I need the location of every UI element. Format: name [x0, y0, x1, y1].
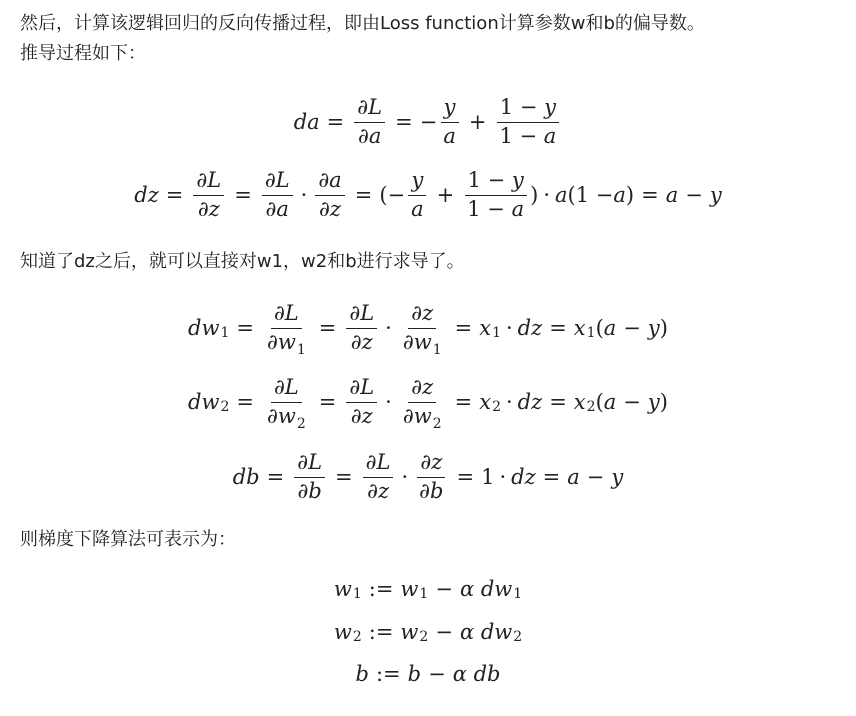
equation-da: da = $\frac{\partial L}{\partial a}$ = − $\frac{y}{a}$ + $\frac{1 - y}{1 - a}$ — [0, 92, 856, 152]
equation-db: db = $\frac{\partial L}{\partial b}$ = $\frac{\partial L}{\partial z}$ · $\frac{\partial z}{\partial b}$ = 1 · dz = a − y — [232, 450, 624, 503]
equation-update-b: b := b − α db — [355, 662, 501, 686]
paragraph-gradient-descent: 则梯度下降算法可表示为： — [20, 529, 236, 550]
equation-dw1: dw 1 = $\frac{\partial L}{\partial w_1}$ = $\frac{\partial L}{\partial z}$ · $\frac{\partial z}{\partial w_1}$ = x 1 · dz = x 1 ( a − y ) — [188, 301, 668, 358]
equation-update-w2: w 2 := w 2 − α dw 2 — [333, 620, 523, 645]
paragraph-intro-line1: 然后，计算该逻辑回归的反向传播过程，即由Loss function计算参数w和b的偏导数。 — [20, 13, 705, 34]
equation-update-w1: w 1 := w 1 − α dw 1 — [333, 577, 523, 602]
equation-dz: dz = $\frac{\partial L}{\partial z}$ = $\frac{\partial L}{\partial a}$ · $\frac{\partial a}{\partial z}$ = ( − $\frac{y}{a}$ + $\frac{1 - y}{1 - a}$ ) · a (1 − a ) = a − y — [134, 168, 722, 221]
equation-dw2: dw 2 = $\frac{\partial L}{\partial w_2}$ = $\frac{\partial L}{\partial z}$ · $\frac{\partial z}{\partial w_2}$ = x 2 · dz = x 2 ( a − y ) — [188, 375, 668, 432]
paragraph-after-dz: 知道了dz之后，就可以直接对w1，w2和b进行求导了。 — [20, 251, 465, 272]
paragraph-intro-line2: 推导过程如下： — [20, 43, 146, 64]
